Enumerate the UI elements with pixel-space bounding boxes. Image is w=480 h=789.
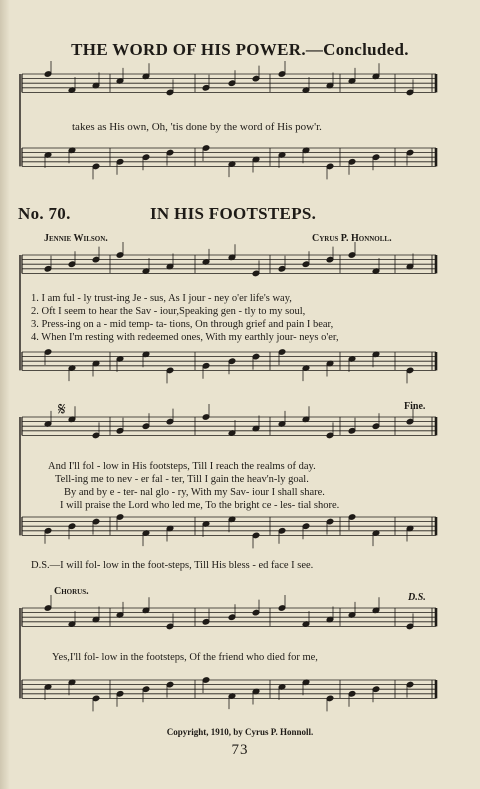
top-lyric-line: takes as His own, Oh, 'tis done by the word of His pow'r. — [72, 121, 322, 133]
verse-3-line-a: 3. Press-ing on a - mid temp- ta- tions, On through grief and pain I bear, — [31, 319, 334, 330]
lyricist-name: Jennie Wilson. — [44, 233, 108, 244]
fine-mark: Fine. — [404, 401, 426, 412]
copyright-line: Copyright, 1910, by Cyrus P. Honnoll. — [166, 727, 314, 737]
verse-2-line-a: 2. Oft I seem to hear the Sav - iour,Speaking gen - tly to my soul, — [31, 306, 306, 317]
verse-2-line-b: Tell-ing me to nev - er fal - ter, Till I gain the heav'n-ly goal. — [55, 474, 309, 485]
ds-mark: D.S. — [408, 592, 426, 603]
hymn-title: IN HIS FOOTSTEPS. — [150, 204, 317, 223]
segno-sign: 𝄋 — [58, 399, 66, 419]
verse-1-line-b: And I'll fol - low in His footsteps, Till I reach the realms of day. — [48, 461, 316, 472]
hymn-number: No. 70. — [18, 204, 71, 223]
page-number: 73 — [231, 742, 249, 758]
verse-4-line-a: 4. When I'm resting with redeemed ones, With my earthly jour- neys o'er, — [31, 332, 339, 343]
section-title-concluded: THE WORD OF HIS POWER.—Concluded. — [71, 40, 409, 59]
verse-3-line-b: By and by e - ter- nal glo - ry, With my Sav- iour I shall share. — [64, 487, 325, 498]
chorus-label: Chorus. — [54, 586, 89, 597]
verse-1-line-a: 1. I am ful - ly trust-ing Je - sus, As I jour - ney o'er life's way, — [31, 293, 292, 304]
verse-4-line-b: I will praise the Lord who led me, To the bright ce - les- tial shore. — [60, 500, 340, 511]
ds-lyric-line: D.S.—I will fol- low in the foot-steps, Till His bless - ed face I see. — [31, 560, 314, 571]
composer-name: Cyrus P. Honnoll. — [312, 233, 392, 244]
chorus-lyric-line: Yes,I'll fol- low in the footsteps, Of the friend who died for me, — [52, 652, 318, 663]
